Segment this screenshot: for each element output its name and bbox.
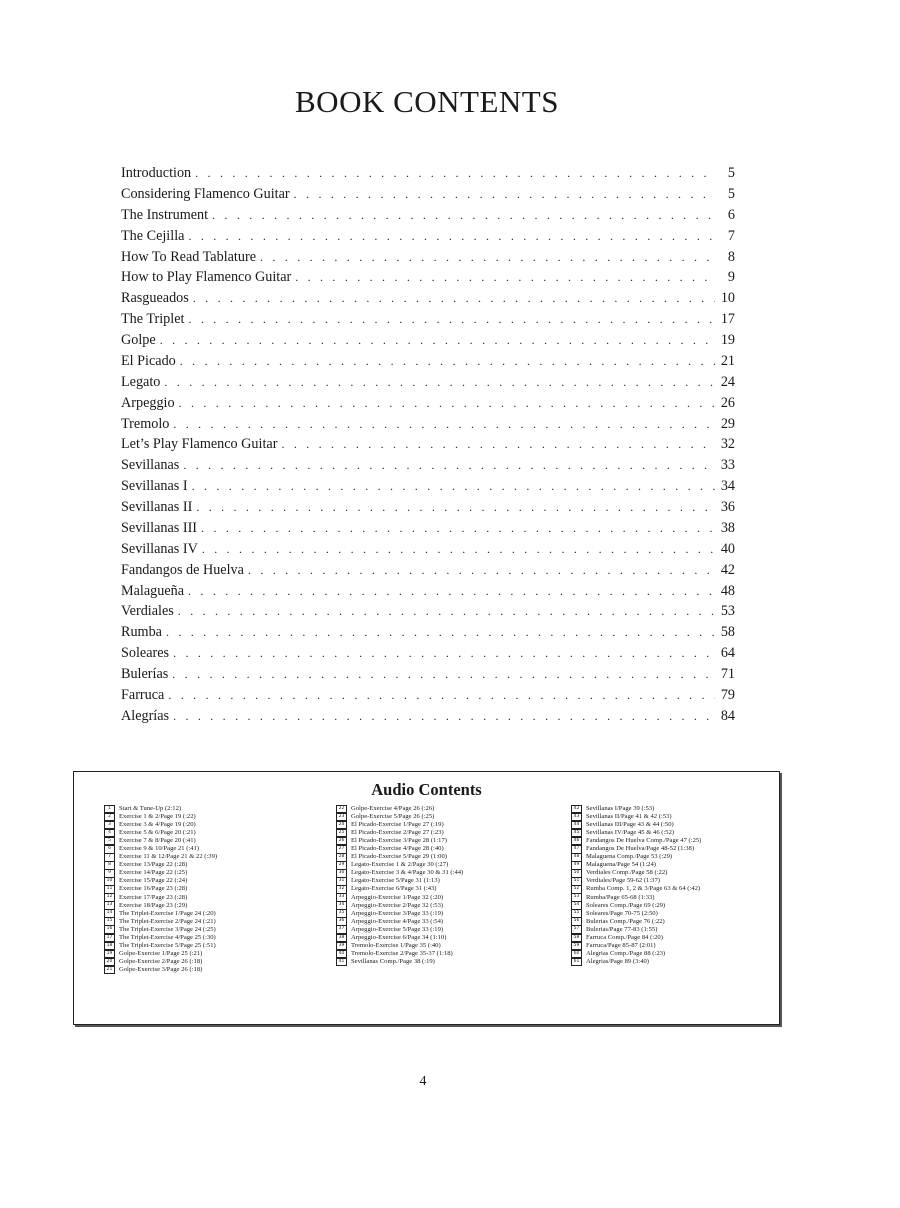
toc-entry-page: 10 — [720, 290, 735, 307]
track-number-box: 11 — [104, 885, 115, 894]
toc-entry-title: Soleares — [121, 645, 170, 662]
track-number-box: 26 — [336, 837, 347, 846]
audio-track — [104, 934, 319, 942]
track-number-box: 10 — [104, 877, 115, 886]
dot-leader — [180, 351, 715, 372]
audio-track — [104, 837, 319, 845]
toc-entry-title: The Triplet — [121, 311, 185, 328]
track-title: Exercise 3 & 4/Page 19 (:20) — [119, 821, 196, 829]
track-number-box: 15 — [104, 917, 115, 926]
dot-leader — [179, 393, 715, 414]
track-number-box: 13 — [104, 901, 115, 910]
toc-entry-title: The Instrument — [121, 206, 209, 223]
toc-entry — [121, 518, 735, 539]
dot-leader — [202, 539, 715, 560]
track-title: Arpeggio-Exercise 5/Page 33 (:19) — [351, 925, 444, 933]
dot-leader — [248, 560, 715, 581]
toc-entry-page: 48 — [720, 582, 735, 599]
track-number-box: 51 — [571, 877, 582, 886]
track-title: The Triplet-Exercise 5/Page 25 (:51) — [119, 941, 216, 949]
toc-entry — [121, 184, 735, 205]
toc-entry-page: 21 — [720, 352, 735, 369]
track-number-box: 32 — [336, 885, 347, 894]
dot-leader — [188, 226, 715, 247]
audio-track — [336, 918, 556, 926]
audio-track — [104, 918, 319, 926]
audio-track — [336, 845, 556, 853]
toc-entry-title: Sevillanas I — [121, 478, 188, 495]
toc-entry-page: 34 — [720, 478, 735, 495]
toc-entry-title: Let’s Play Flamenco Guitar — [121, 436, 278, 453]
track-number-box: 23 — [336, 813, 347, 822]
track-title: Exercise 17/Page 23 (:28) — [119, 893, 188, 901]
toc-entry-title: Golpe — [121, 332, 156, 348]
audio-track — [336, 813, 556, 821]
track-number-box: 41 — [336, 958, 347, 967]
audio-track — [336, 837, 556, 845]
toc-entry-title: El Picado — [121, 352, 176, 369]
audio-track — [571, 845, 771, 853]
toc-entry-title: Sevillanas III — [121, 519, 198, 536]
dot-leader — [260, 247, 715, 268]
audio-track — [104, 813, 319, 821]
track-title: El Picado-Exercise 5/Page 29 (1:00) — [351, 853, 447, 861]
track-title: Tremolo-Exercise 1/Page 35 (:40) — [351, 941, 441, 949]
toc-entry-page: 5 — [727, 185, 735, 202]
track-title: Golpe-Exercise 3/Page 26 (:18) — [119, 965, 203, 973]
audio-track — [571, 934, 771, 942]
toc-entry — [121, 330, 735, 351]
toc-entry-page: 36 — [720, 499, 735, 515]
track-title: Bulerias/Page 77-83 (1:55) — [586, 925, 658, 933]
track-title: El Picado-Exercise 4/Page 28 (:40) — [351, 845, 444, 853]
audio-track — [571, 877, 771, 885]
track-number-box: 56 — [571, 917, 582, 926]
toc-entry — [121, 414, 735, 435]
toc-entry-page: 9 — [727, 269, 735, 286]
dot-leader — [193, 288, 715, 309]
track-title: Exercise 14/Page 22 (:25) — [119, 869, 188, 877]
audio-contents-box — [73, 771, 780, 1025]
audio-track — [571, 837, 771, 845]
toc-entry — [121, 476, 735, 497]
track-title: Legato-Exercise 3 & 4/Page 30 & 31 (:44) — [351, 869, 464, 877]
audio-track — [336, 958, 556, 966]
audio-track — [104, 910, 319, 918]
toc-entry-title: How To Read Tablature — [121, 248, 256, 265]
audio-track — [571, 853, 771, 861]
toc-entry — [121, 351, 735, 372]
dot-leader — [201, 518, 715, 539]
toc-entry — [121, 372, 735, 393]
track-title: The Triplet-Exercise 4/Page 25 (:30) — [119, 933, 216, 941]
audio-track — [571, 829, 771, 837]
track-number-box: 33 — [336, 893, 347, 902]
track-title: The Triplet-Exercise 2/Page 24 (:21) — [119, 917, 216, 925]
track-title: Bulerias Comp./Page 76 (:22) — [586, 917, 665, 925]
audio-column-2 — [336, 805, 556, 966]
page-number: 4 — [419, 1074, 427, 1089]
track-title: El Picado-Exercise 3/Page 28 (1:17) — [351, 837, 447, 845]
audio-track — [336, 885, 556, 893]
toc-entry — [121, 309, 735, 330]
track-number-box: 42 — [571, 805, 582, 814]
dot-leader — [192, 476, 715, 497]
page-title: BOOK CONTENTS — [295, 84, 559, 119]
track-title: Exercise 18/Page 23 (:29) — [119, 901, 188, 909]
track-number-box: 40 — [336, 950, 347, 959]
audio-track — [336, 861, 556, 869]
toc-entry-page: 42 — [720, 561, 735, 578]
track-number-box: 59 — [571, 942, 582, 951]
toc-entry-title: Alegrías — [121, 707, 170, 724]
toc-entry — [121, 560, 735, 581]
toc-entry-title: The Cejilla — [121, 227, 185, 244]
track-number-box: 60 — [571, 950, 582, 959]
toc-entry-page: 71 — [720, 666, 735, 682]
track-number-box: 61 — [571, 958, 582, 967]
track-title: Legato-Exercise 6/Page 31 (:43) — [351, 885, 437, 893]
toc-entry — [121, 434, 735, 455]
track-title: The Triplet-Exercise 1/Page 24 (:20) — [119, 909, 216, 917]
track-title: Exercise 13/Page 22 (:28) — [119, 861, 188, 869]
dot-leader — [160, 330, 715, 351]
toc-entry — [121, 288, 735, 309]
track-number-box: 49 — [571, 861, 582, 870]
track-number-box: 43 — [571, 813, 582, 822]
track-title: Farruca Comp./Page 84 (:20) — [586, 933, 663, 941]
track-title: Exercise 1 & 2/Page 19 (:22) — [119, 813, 196, 821]
toc-entry-page: 24 — [720, 373, 735, 390]
toc-entry-title: Arpeggio — [121, 394, 175, 411]
audio-track — [571, 813, 771, 821]
dot-leader — [188, 309, 714, 330]
track-title: Rumba Comp. 1, 2 & 3/Page 63 & 64 (:42) — [586, 885, 701, 893]
track-title: Legato-Exercise 1 & 2/Page 30 (:27) — [351, 861, 449, 869]
track-number-box: 30 — [336, 869, 347, 878]
toc-entry — [121, 664, 735, 685]
track-title: Arpeggio-Exercise 4/Page 33 (:54) — [351, 917, 444, 925]
track-number-box: 12 — [104, 893, 115, 902]
audio-track — [571, 926, 771, 934]
track-title: Exercise 5 & 6/Page 20 (:21) — [119, 829, 196, 837]
toc-entry-page: 5 — [727, 165, 735, 181]
dot-leader — [188, 581, 715, 602]
toc-entry-page: 53 — [720, 603, 735, 620]
audio-column-1 — [104, 805, 319, 974]
track-number-box: 9 — [104, 869, 115, 878]
track-title: Exercise 16/Page 23 (:28) — [119, 885, 188, 893]
toc-entry — [121, 247, 735, 268]
toc-entry-page: 8 — [727, 248, 735, 265]
toc-entry-page: 33 — [720, 457, 735, 474]
audio-track — [336, 805, 556, 813]
audio-track — [336, 902, 556, 910]
audio-track — [336, 950, 556, 958]
audio-track — [571, 869, 771, 877]
track-title: El Picado-Exercise 1/Page 27 (:19) — [351, 821, 444, 829]
audio-track — [336, 894, 556, 902]
track-number-box: 6 — [104, 845, 115, 854]
audio-track — [571, 861, 771, 869]
track-number-box: 8 — [104, 861, 115, 870]
audio-track — [571, 950, 771, 958]
dot-leader — [172, 664, 715, 685]
track-title: Farruca/Page 85-87 (2:01) — [586, 941, 656, 949]
track-title: Alegrias Comp./Page 88 (:23) — [586, 949, 666, 957]
audio-track — [104, 805, 319, 813]
track-number-box: 35 — [336, 909, 347, 918]
toc-entry-page: 84 — [720, 707, 735, 724]
audio-contents-title: Audio Contents — [371, 780, 482, 799]
track-number-box: 31 — [336, 877, 347, 886]
track-title: Sevillanas II/Page 41 & 42 (:53) — [586, 813, 672, 821]
track-number-box: 28 — [336, 853, 347, 862]
audio-track — [104, 845, 319, 853]
audio-track — [336, 942, 556, 950]
toc-entry-page: 26 — [720, 394, 735, 411]
toc-entry-title: Introduction — [121, 165, 192, 181]
track-title: Arpeggio-Exercise 6/Page 34 (1:10) — [351, 933, 447, 941]
audio-track — [336, 829, 556, 837]
audio-track — [571, 902, 771, 910]
toc-entry-page: 19 — [720, 332, 735, 348]
dot-leader — [183, 455, 714, 476]
toc-entry-title: Rasgueados — [121, 290, 189, 307]
track-number-box: 50 — [571, 869, 582, 878]
dot-leader — [173, 643, 715, 664]
audio-track — [336, 926, 556, 934]
track-title: Arpeggio-Exercise 2/Page 32 (:53) — [351, 901, 444, 909]
toc-entry-page: 38 — [720, 519, 735, 536]
dot-leader — [178, 601, 715, 622]
track-title: Golpe-Exercise 1/Page 25 (:21) — [119, 949, 203, 957]
track-title: Sevillanas IV/Page 45 & 46 (:52) — [586, 829, 675, 837]
track-title: Sevillanas Comp./Page 38 (:19) — [351, 957, 435, 965]
track-number-box: 27 — [336, 845, 347, 854]
track-number-box: 19 — [104, 950, 115, 959]
track-number-box: 52 — [571, 885, 582, 894]
track-number-box: 39 — [336, 942, 347, 951]
audio-track — [336, 853, 556, 861]
toc-entry-page: 7 — [727, 227, 735, 244]
track-title: Fandangos De Huelva Comp./Page 47 (:25) — [586, 837, 702, 845]
audio-track — [104, 829, 319, 837]
audio-track — [104, 821, 319, 829]
toc-entry — [121, 685, 735, 706]
dot-leader — [173, 706, 715, 727]
toc-entry-title: Legato — [121, 373, 161, 390]
audio-track — [104, 885, 319, 893]
track-number-box: 21 — [104, 966, 115, 975]
toc-entry-title: Bulerías — [121, 666, 169, 682]
track-number-box: 20 — [104, 958, 115, 967]
track-number-box: 25 — [336, 829, 347, 838]
track-number-box: 2 — [104, 813, 115, 822]
track-number-box: 14 — [104, 909, 115, 918]
toc-entry — [121, 205, 735, 226]
dot-leader — [196, 497, 715, 518]
track-number-box: 34 — [336, 901, 347, 910]
track-title: Soleares/Page 70-75 (2:50) — [586, 909, 658, 917]
audio-track — [571, 805, 771, 813]
track-title: Alegrias/Page 89 (3:40) — [586, 957, 649, 965]
toc-entry — [121, 581, 735, 602]
track-title: Arpeggio-Exercise 3/Page 33 (:19) — [351, 909, 444, 917]
toc-entry-title: How to Play Flamenco Guitar — [121, 269, 292, 286]
track-number-box: 36 — [336, 917, 347, 926]
track-number-box: 24 — [336, 821, 347, 830]
track-number-box: 7 — [104, 853, 115, 862]
track-title: Legato-Exercise 5/Page 31 (1:13) — [351, 877, 440, 885]
toc-entry-title: Verdiales — [121, 603, 174, 620]
track-title: Start & Tune-Up (2:12) — [119, 805, 182, 813]
dot-leader — [166, 622, 715, 643]
track-title: Malaguena/Page 54 (1:24) — [586, 861, 656, 869]
toc-entry-page: 79 — [720, 686, 735, 703]
dot-leader — [294, 184, 715, 205]
track-number-box: 58 — [571, 934, 582, 943]
track-title: Sevillanas I/Page 39 (:53) — [586, 805, 655, 813]
audio-track — [104, 942, 319, 950]
toc-entry-title: Sevillanas — [121, 457, 180, 474]
track-title: Arpeggio-Exercise 1/Page 32 (:20) — [351, 893, 444, 901]
toc-entry — [121, 455, 735, 476]
audio-track — [104, 958, 319, 966]
toc-entry-page: 58 — [720, 624, 735, 641]
track-title: Fandangos De Huelva/Page 48-52 (1:38) — [586, 845, 695, 853]
track-number-box: 1 — [104, 805, 115, 814]
audio-track — [336, 877, 556, 885]
toc-entry — [121, 226, 735, 247]
dot-leader — [212, 205, 715, 226]
audio-column-3 — [571, 805, 771, 966]
track-number-box: 46 — [571, 837, 582, 846]
toc-entry — [121, 601, 735, 622]
toc-entry — [121, 393, 735, 414]
audio-track — [336, 934, 556, 942]
toc-entry — [121, 622, 735, 643]
track-number-box: 44 — [571, 821, 582, 830]
toc-entry — [121, 163, 735, 184]
toc-entry-title: Rumba — [121, 624, 162, 641]
track-title: Rumba/Page 65-68 (1:33) — [586, 893, 655, 901]
track-title: Tremolo-Exercise 2/Page 35-37 (1:18) — [351, 949, 453, 957]
toc-entry-title: Sevillanas II — [121, 499, 193, 515]
audio-track — [571, 942, 771, 950]
track-number-box: 3 — [104, 821, 115, 830]
toc-entry-page: 40 — [720, 540, 735, 557]
track-number-box: 5 — [104, 837, 115, 846]
track-number-box: 17 — [104, 934, 115, 943]
track-number-box: 29 — [336, 861, 347, 870]
track-number-box: 38 — [336, 934, 347, 943]
track-title: Golpe-Exercise 2/Page 26 (:18) — [119, 957, 203, 965]
track-number-box: 53 — [571, 893, 582, 902]
track-number-box: 45 — [571, 829, 582, 838]
dot-leader — [195, 163, 715, 184]
dot-leader — [295, 267, 715, 288]
audio-track — [104, 869, 319, 877]
track-title: Verdiales Comp./Page 58 (:22) — [586, 869, 668, 877]
track-number-box: 16 — [104, 925, 115, 934]
toc-entry-page: 64 — [720, 645, 735, 662]
dot-leader — [281, 434, 714, 455]
audio-track — [104, 902, 319, 910]
audio-track — [571, 958, 771, 966]
toc-entry-page: 17 — [720, 311, 735, 328]
track-title: Verdiales/Page 59-62 (1:37) — [586, 877, 660, 885]
audio-track — [336, 869, 556, 877]
toc-entry-page: 32 — [720, 436, 735, 453]
toc-entry-page: 29 — [720, 415, 735, 432]
track-number-box: 48 — [571, 853, 582, 862]
audio-track — [571, 918, 771, 926]
track-title: Exercise 9 & 10/Page 21 (:41) — [119, 845, 200, 853]
toc-entry — [121, 267, 735, 288]
track-title: Exercise 7 & 8/Page 20 (:41) — [119, 837, 196, 845]
track-number-box: 54 — [571, 901, 582, 910]
track-title: Soleares Comp./Page 69 (:29) — [586, 901, 666, 909]
toc-entry — [121, 643, 735, 664]
toc-entry-title: Considering Flamenco Guitar — [121, 185, 290, 202]
audio-track — [571, 894, 771, 902]
toc-entry — [121, 706, 735, 727]
track-number-box: 37 — [336, 925, 347, 934]
track-number-box: 55 — [571, 909, 582, 918]
track-title: Exercise 15/Page 22 (:24) — [119, 877, 188, 885]
track-title: Golpe-Exercise 5/Page 26 (:25) — [351, 813, 435, 821]
dot-leader — [173, 414, 714, 435]
audio-track — [336, 821, 556, 829]
audio-track — [104, 853, 319, 861]
track-title: El Picado-Exercise 2/Page 27 (:23) — [351, 829, 444, 837]
toc-entry-page: 6 — [727, 206, 735, 223]
toc-entry — [121, 497, 735, 518]
track-title: The Triplet-Exercise 3/Page 24 (:25) — [119, 925, 216, 933]
track-number-box: 47 — [571, 845, 582, 854]
table-of-contents — [121, 163, 735, 727]
toc-entry-title: Tremolo — [121, 415, 170, 432]
dot-leader — [164, 372, 714, 393]
audio-track — [104, 894, 319, 902]
toc-entry-title: Fandangos de Huelva — [121, 561, 244, 578]
track-number-box: 4 — [104, 829, 115, 838]
audio-track — [104, 950, 319, 958]
toc-entry-title: Farruca — [121, 686, 165, 703]
audio-track — [571, 821, 771, 829]
track-title: Golpe-Exercise 4/Page 26 (:26) — [351, 805, 435, 813]
audio-track — [571, 885, 771, 893]
audio-track — [104, 877, 319, 885]
audio-track — [336, 910, 556, 918]
track-number-box: 18 — [104, 942, 115, 951]
track-title: Exercise 11 & 12/Page 21 & 22 (:39) — [119, 853, 218, 861]
toc-entry-title: Sevillanas IV — [121, 540, 198, 557]
track-title: Sevillanas III/Page 43 & 44 (:50) — [586, 821, 674, 829]
toc-entry — [121, 539, 735, 560]
audio-track — [104, 926, 319, 934]
toc-entry-title: Malagueña — [121, 582, 185, 599]
track-number-box: 22 — [336, 805, 347, 814]
audio-track — [571, 910, 771, 918]
dot-leader — [168, 685, 714, 706]
audio-track — [104, 966, 319, 974]
track-number-box: 57 — [571, 925, 582, 934]
audio-track — [104, 861, 319, 869]
track-title: Malaguena Comp./Page 53 (:29) — [586, 853, 673, 861]
